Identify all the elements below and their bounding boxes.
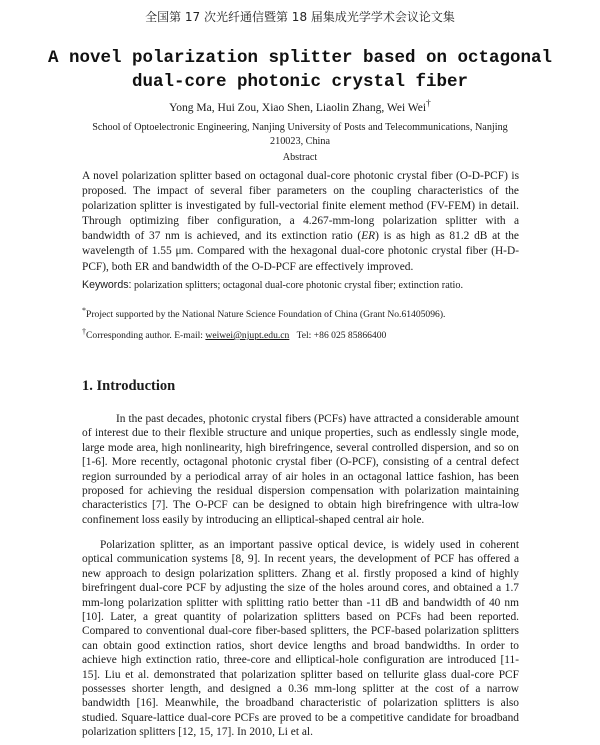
title-line-2: dual-core photonic crystal fiber [131,72,469,92]
paragraph-1-text: In the past decades, photonic crystal fibers (PCFs) have attracted a considerable amount of interest due to their flexible structure and unique properties, such as endlessly single mode, large mode area, high nonlinearity, high birefringence, several controlled dispersion, and so on [1-6]. More recently, octagonal photonic crystal fiber (O-PCF), consisting of a central defect region surrounded by a periodical array of air holes in an octagonal lattice fashion, has been proposed for achieving the residual dispersion compensation with polarization maintaining characteristics [7]. The O-PCF can be designed to obtain high birefringence with ultra-low confinement loss easily by introducing an elliptical-shaped central air hole. [82,413,519,526]
footnote-telephone: Tel: +86 025 85866400 [296,330,387,342]
footnote-corresponding-prefix: Corresponding author. E-mail: [86,330,203,342]
paragraph-2-text: Polarization splitter, as an important passive optical device, is widely used in coherent optical communication systems [8, 9]. In recent years, the development of PCF has offered a new approach to design polarization splitters. Zhang et al. firstly proposed a kind of highly birefringent dual-core PCF by adjusting the size of the holes around cores, and obtained a 1.7 mm-long polarization splitter with splitting ratio better than -11 dB and bandwidth of 40 nm [10]. Later, a great quantity of polarization splitters based on PCFs had been reported. Compared to conventional dual-core fiber-based splitters, the PCF-based polarization splitters can obtain good extinction ratios, short device lengths and broad bandwidths. In order to achieve high extinction ratio, three-core and elliptical-hole configuration are introduced [11-15]. Liu et al. demonstrated that polarization splitter based on tellurite glass dual-core PCF possesses shorter length, and designed a 0.36 mm-long splitter at the cost of a narrow bandwidth [16]. Meanwhile, the broadband characteristic of polarization splitters is also studied. Square-lattice dual-core PCFs are proved to be a competitive candidate for broadband polarization splitters [12, 15, 17]. In 2010, Li et al. [82,539,519,739]
author-list [0,98,600,114]
corresponding-author-mark: † [426,98,431,109]
footnote-corresponding-mark: † [82,327,86,336]
abstract-er-term: ER [361,230,376,243]
abstract-heading: Abstract [282,152,318,163]
introduction-paragraph-2 [82,538,519,740]
title-line-1: A novel polarization splitter based on octagonal [47,48,553,68]
keywords-label: Keywords: [82,279,132,291]
introduction-paragraph-1 [82,412,519,527]
abstract-body [82,169,519,275]
running-header: 全国第 17 次光纤通信暨第 18 届集成光学学术会议论文集 [145,10,455,24]
footnote-funding [82,305,519,321]
affiliation: School of Optoelectronic Engineering, Nanjing University of Posts and Telecommunications, Nanjing 210023, China [92,122,508,147]
footnote-funding-text: Project supported by the National Nature Science Foundation of China (Grant No.61405096). [86,309,446,321]
keywords [82,279,519,292]
email-link[interactable]: weiwei@njupt.edu.cn [205,330,290,342]
abstract-text-1: A novel polarization splitter based on octagonal dual-core photonic crystal fiber (O-D-PCF) is proposed. The impact of several fiber parameters on the coupling characteristics of the polarization splitter is investigated by full-vectorial finite element method (FV-FEM) in detail. Through optimizing fiber configuration, a 4.267-mm-long polarization splitter with a bandwidth of 37 nm is achieved, and its extinction ratio ( [82,170,519,243]
footnote-corresponding [82,326,519,342]
footnote-funding-mark: * [82,306,86,315]
keywords-text: polarization splitters; octagonal dual-core photonic crystal fiber; extinction ratio. [134,280,464,291]
abstract-text-2: ) is as high as 81.2 dB at the wavelength of 1.55 μm. Compared with the hexagonal dual-core photonic crystal fiber (H-D-PCF), both ER and bandwidth of the O-D-PCF are effectively improved. [82,230,519,273]
paper-title [40,46,560,94]
section-heading-introduction: 1. Introduction [82,378,176,394]
authors-text: Yong Ma, Hui Zou, Xiao Shen, Liaolin Zhang, Wei Wei [169,101,427,114]
